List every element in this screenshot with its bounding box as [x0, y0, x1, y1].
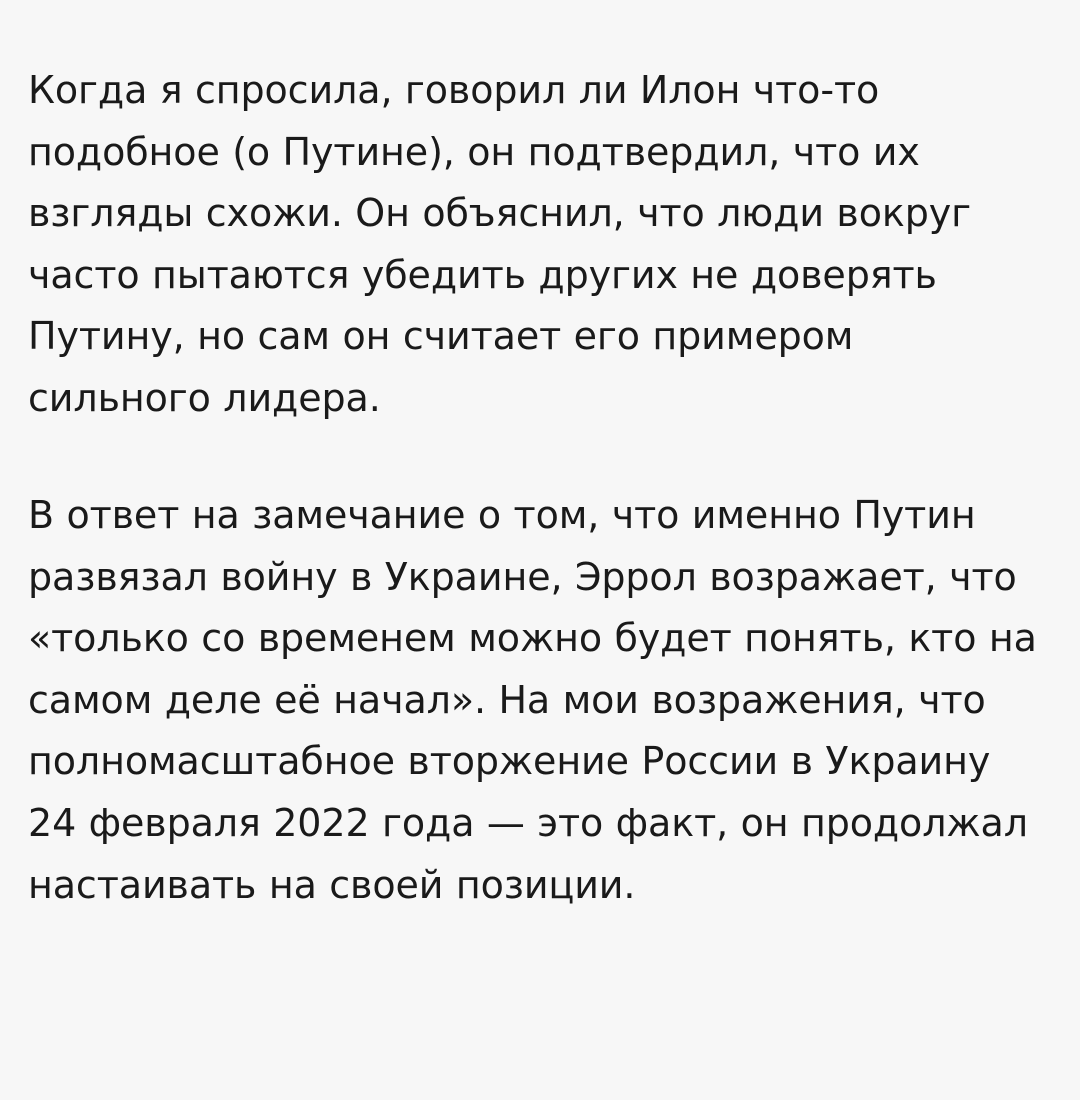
article-paragraph-1: Когда я спросила, говорил ли Илон что-то подобное (о Путине), он подтвердил, что их взгляды схожи. Он объяснил, что люди вокруг часто пытаются убедить других не доверять Путину, но сам он считает его примером сильного лидера.: [28, 68, 972, 420]
article-paragraph-2: В ответ на замечание о том, что именно Путин развязал войну в Украине, Эррол возражает, что «только со временем можно будет понять, кто на самом деле её начал». На мои возражения, что полномасштабное вторжение России в Украину 24 февраля 2022 года — это факт, он продолжал настаивать на своей позиции.: [28, 493, 1037, 907]
